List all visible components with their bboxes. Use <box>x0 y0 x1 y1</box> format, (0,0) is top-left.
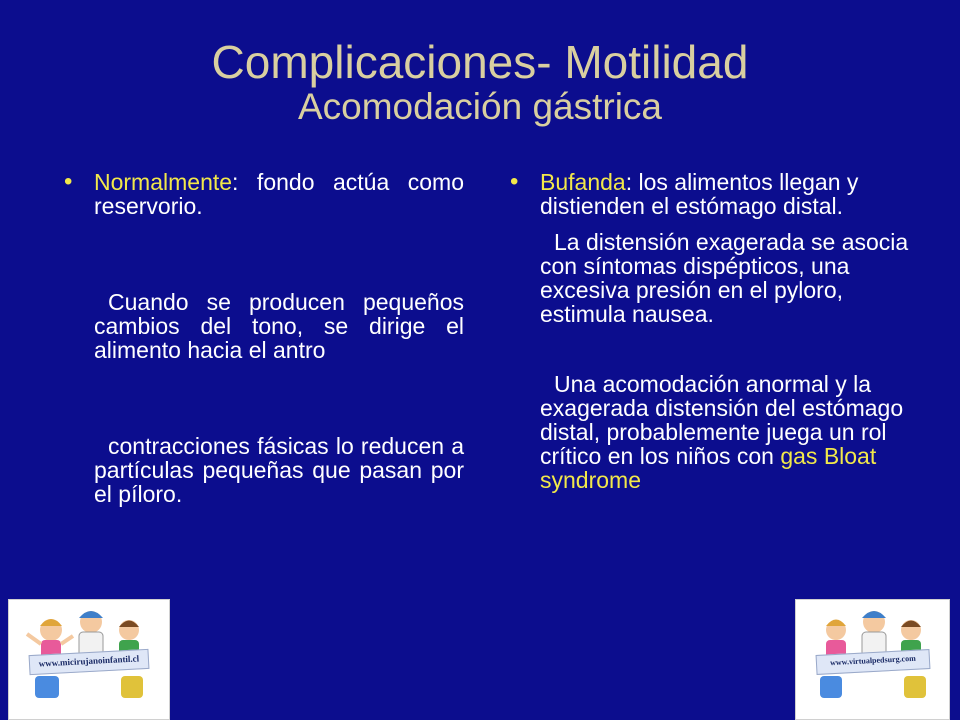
right-bullet-1 <box>510 170 910 218</box>
left-keyword: Normalmente <box>94 169 233 195</box>
right-logo-image <box>795 599 950 720</box>
right-first-text: : los alimentos llegan y distienden el estómago distal. <box>540 169 859 219</box>
right-paragraph-3 <box>510 372 910 492</box>
left-paragraph-3: contracciones fásicas lo reducen a partículas pequeñas que pasan por el píloro. <box>94 433 464 507</box>
right-paragraph-3-keyword: gas Bloat syndrome <box>540 443 877 493</box>
left-bullet-1 <box>64 170 464 218</box>
right-paragraph-2: La distensión exagerada se asocia con síntomas dispépticos, una excesiva presión en el pyloro, estimula nausea. <box>540 229 909 327</box>
left-first-text: : fondo actúa como reservorio. <box>94 169 464 219</box>
right-keyword: Bufanda <box>540 169 626 195</box>
title-sub: Acomodación gástrica <box>297 86 663 128</box>
left-paragraph-2: Cuando se producen pequeños cambios del tono, se dirige el alimento hacia el antro <box>94 289 464 363</box>
slide-title <box>0 38 960 127</box>
left-logo-image <box>8 599 170 720</box>
bullet-icon: • <box>510 168 519 195</box>
title-main: Complicaciones- Motilidad <box>211 36 749 88</box>
right-paragraph-3-text: Una acomodación anormal y la exagerada distensión del estómago distal, probablemente juega un rol crítico en los niños con <box>540 371 904 469</box>
bullet-icon: • <box>64 168 73 195</box>
left-logo-url: www.micirujanoinfantil.cl <box>29 649 150 675</box>
left-column <box>64 170 464 506</box>
right-logo-url: www.virtualpedsurg.com <box>816 649 931 675</box>
right-column <box>510 170 910 492</box>
